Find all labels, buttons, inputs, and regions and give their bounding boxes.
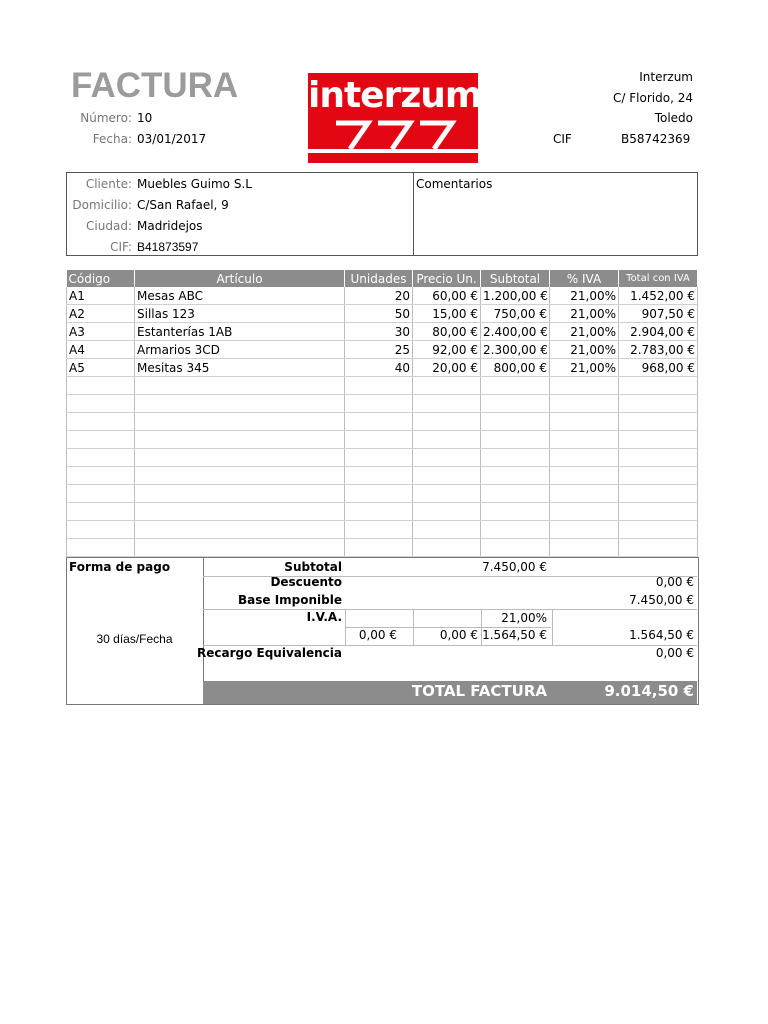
cell-precio: 80,00 € — [413, 323, 481, 341]
empty-table-row — [67, 503, 698, 521]
cell-articulo: Sillas 123 — [135, 305, 345, 323]
domicilio-value: C/San Rafael, 9 — [137, 198, 229, 212]
client-divider — [413, 173, 414, 255]
client-cif-label: CIF: — [110, 240, 132, 254]
cell-subtotal: 1.200,00 € — [481, 287, 550, 305]
logo-mark-icon — [308, 117, 478, 163]
cell-iva: 21,00% — [550, 287, 619, 305]
total-factura-value: 9.014,50 € — [604, 682, 694, 700]
empty-table-row — [67, 431, 698, 449]
col-codigo-header: Código — [67, 270, 135, 287]
company-cif-value: B58742369 — [621, 132, 691, 146]
cell-iva: 21,00% — [550, 305, 619, 323]
cell-subtotal: 750,00 € — [481, 305, 550, 323]
cell-unidades: 20 — [345, 287, 413, 305]
cell-total: 968,00 € — [619, 359, 698, 377]
cell-unidades: 25 — [345, 341, 413, 359]
company-address: C/ Florido, 24 — [613, 91, 693, 105]
empty-table-row — [67, 521, 698, 539]
cell-subtotal: 2.300,00 € — [481, 341, 550, 359]
table-header-row — [67, 270, 698, 287]
empty-table-row — [67, 539, 698, 557]
subtotal-label: Subtotal — [284, 560, 342, 574]
iva-amount-2: 0,00 € — [439, 628, 478, 642]
table-row — [67, 359, 698, 377]
cell-unidades: 50 — [345, 305, 413, 323]
cell-articulo: Estanterías 1AB — [135, 323, 345, 341]
empty-table-row — [67, 485, 698, 503]
cell-codigo: A4 — [67, 341, 135, 359]
invoice-title: FACTURA — [71, 66, 239, 105]
cell-subtotal: 800,00 € — [481, 359, 550, 377]
cell-precio: 60,00 € — [413, 287, 481, 305]
col-precio-header: Precio Un. — [413, 270, 481, 287]
base-label: Base Imponible — [237, 593, 342, 607]
recargo-value: 0,00 € — [655, 646, 694, 660]
cell-unidades: 30 — [345, 323, 413, 341]
numero-label: Número: — [80, 111, 132, 125]
company-city: Toledo — [654, 111, 693, 125]
subtotal-value: 7.450,00 € — [482, 560, 547, 574]
col-total-header: Total con IVA — [619, 270, 698, 287]
cell-total: 1.452,00 € — [619, 287, 698, 305]
cell-precio: 20,00 € — [413, 359, 481, 377]
cell-precio: 92,00 € — [413, 341, 481, 359]
domicilio-label: Domicilio: — [72, 198, 132, 212]
iva-rate-3: 21,00% — [501, 611, 547, 625]
cell-codigo: A2 — [67, 305, 135, 323]
forma-pago-label: Forma de pago — [69, 560, 171, 574]
ciudad-label: Ciudad: — [86, 219, 132, 233]
items-body — [67, 287, 698, 557]
items-table — [66, 270, 698, 557]
total-factura-label: TOTAL FACTURA — [411, 682, 547, 700]
base-value: 7.450,00 € — [629, 593, 694, 607]
cell-total: 907,50 € — [619, 305, 698, 323]
company-logo — [308, 73, 482, 163]
numero-value: 10 — [137, 111, 153, 125]
cell-codigo: A5 — [67, 359, 135, 377]
cell-articulo: Mesitas 345 — [135, 359, 345, 377]
col-unidades-header: Unidades — [345, 270, 413, 287]
cell-iva: 21,00% — [550, 341, 619, 359]
client-cif-value: B41873597 — [137, 240, 199, 254]
col-iva-header: % IVA — [550, 270, 619, 287]
descuento-value: 0,00 € — [655, 575, 694, 589]
empty-table-row — [67, 449, 698, 467]
cell-subtotal: 2.400,00 € — [481, 323, 550, 341]
empty-table-row — [67, 413, 698, 431]
empty-table-row — [67, 467, 698, 485]
empty-table-row — [67, 377, 698, 395]
cell-codigo: A3 — [67, 323, 135, 341]
iva-amount-3: 1.564,50 € — [482, 628, 547, 642]
cell-total: 2.783,00 € — [619, 341, 698, 359]
iva-amount-1: 0,00 € — [358, 628, 397, 642]
forma-pago-value: 30 días/Fecha — [96, 632, 173, 646]
table-row — [67, 287, 698, 305]
table-row — [67, 323, 698, 341]
cell-unidades: 40 — [345, 359, 413, 377]
table-row — [67, 341, 698, 359]
iva-total: 1.564,50 € — [629, 628, 694, 642]
col-articulo-header: Artículo — [135, 270, 345, 287]
fecha-value: 03/01/2017 — [137, 132, 207, 146]
fecha-label: Fecha: — [92, 132, 132, 146]
iva-label: I.V.A. — [306, 610, 342, 624]
cliente-label: Cliente: — [85, 177, 132, 191]
ciudad-value: Madridejos — [137, 219, 203, 233]
col-subtotal-header: Subtotal — [481, 270, 550, 287]
logo-text: interzum — [308, 75, 482, 116]
cell-codigo: A1 — [67, 287, 135, 305]
company-name: Interzum — [639, 70, 693, 84]
table-row — [67, 305, 698, 323]
comentarios-label: Comentarios — [416, 177, 493, 191]
recargo-label: Recargo Equivalencia — [196, 646, 342, 660]
cell-iva: 21,00% — [550, 323, 619, 341]
cell-precio: 15,00 € — [413, 305, 481, 323]
descuento-label: Descuento — [270, 575, 342, 589]
cell-articulo: Mesas ABC — [135, 287, 345, 305]
cell-iva: 21,00% — [550, 359, 619, 377]
cell-total: 2.904,00 € — [619, 323, 698, 341]
cliente-value: Muebles Guimo S.L — [137, 177, 252, 191]
company-cif-label: CIF — [553, 132, 572, 146]
cell-articulo: Armarios 3CD — [135, 341, 345, 359]
empty-table-row — [67, 395, 698, 413]
